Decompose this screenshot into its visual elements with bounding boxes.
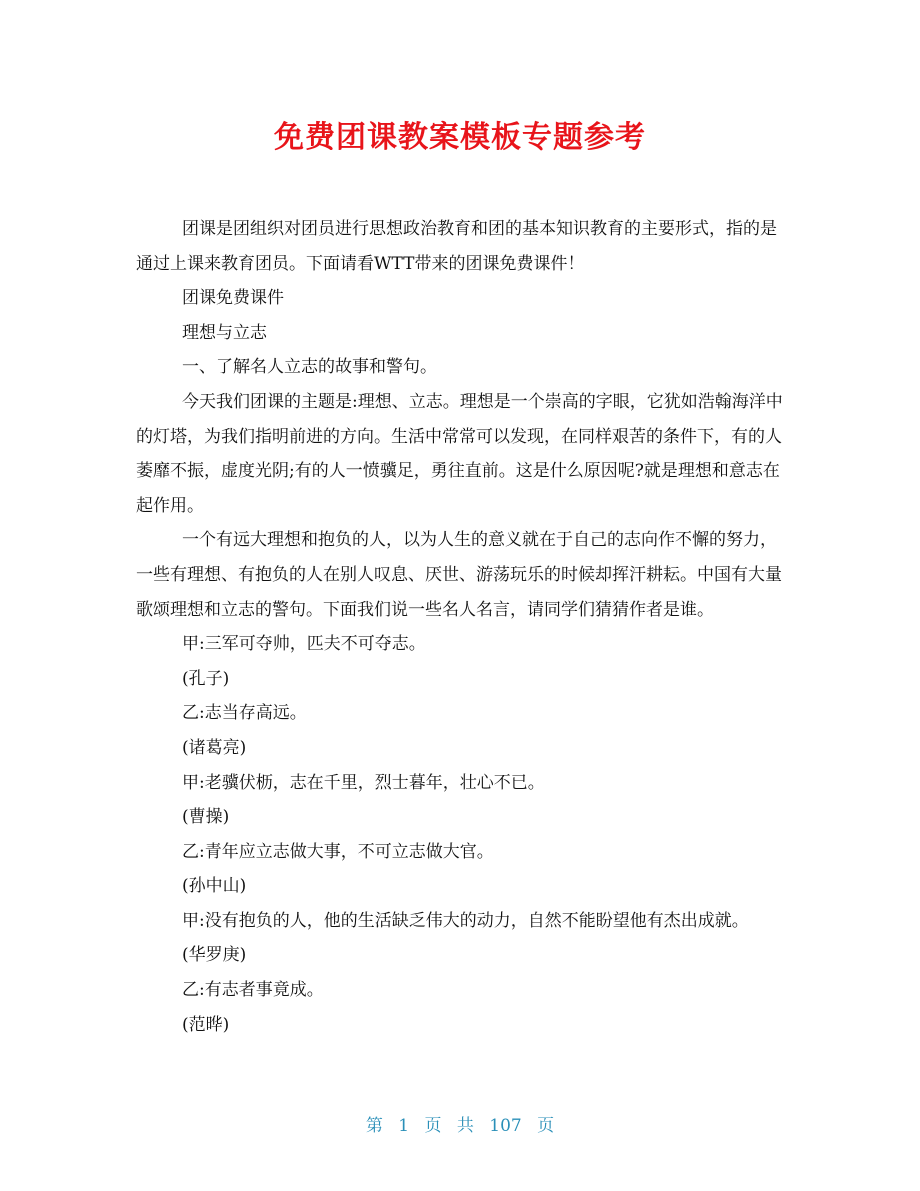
quote-author: (范晔) [182, 1014, 230, 1035]
paragraph-subtitle: 团课免费课件 [182, 288, 284, 309]
paragraph-intro: 团课是团组织对团员进行思想政治教育和团的基本知识教育的主要形式，指的是通过上课来教育团员。下面请看WTT带来的团课免费课件！ [136, 219, 777, 274]
footer-total-number: 107 [489, 1116, 522, 1136]
quote-line: 甲:老骥伏枥，志在千里，烈士暮年，壮心不已。 [182, 772, 545, 793]
document-body [136, 212, 784, 1042]
paragraph-theme: 今天我们团课的主题是:理想、立志。理想是一个崇高的字眼，它犹如浩翰海洋中的灯塔，为我们指明前进的方向。生活中常常可以发现，在同样艰苦的条件下，有的人萎靡不振，虚度光阴;有的人一愤骥足，勇往直前。这是什么原因呢?就是理想和意志在起作用。 [136, 391, 783, 516]
quote-line: 乙:有志者事竟成。 [182, 980, 324, 1001]
document-title: 免费团课教案模板专题参考 [274, 120, 646, 155]
quote-line: 甲:没有抱负的人，他的生活缺乏伟大的动力，自然不能盼望他有杰出成就。 [182, 910, 749, 931]
quote-author: (孔子) [182, 668, 230, 689]
footer-total-end: 页 [537, 1116, 555, 1136]
quote-line: 甲:三军可夺帅，匹夫不可夺志。 [182, 634, 426, 655]
page-footer [0, 1113, 920, 1139]
footer-total-label: 共 [456, 1116, 474, 1136]
quote-author: (孙中山) [182, 876, 247, 897]
paragraph-ambition: 一个有远大理想和抱负的人，以为人生的意义就在于自己的志向作不懈的努力，一些有理想、有抱负的人在别人叹息、厌世、游荡玩乐的时候却挥汗耕耘。中国有大量歌颂理想和立志的警句。下面我们说一些名人名言，请同学们猜猜作者是谁。 [136, 530, 782, 620]
quote-line: 乙:青年应立志做大事，不可立志做大官。 [182, 841, 494, 862]
paragraph-section-heading: 一、了解名人立志的故事和警句。 [182, 357, 437, 378]
quote-author: (曹操) [182, 807, 230, 828]
paragraph-topic: 理想与立志 [182, 322, 267, 343]
quote-author: (华罗庚) [182, 945, 247, 966]
footer-page-label: 第 [365, 1116, 383, 1136]
quote-author: (诸葛亮) [182, 737, 247, 758]
footer-page-number: 1 [398, 1116, 410, 1136]
quote-line: 乙:志当存高远。 [182, 703, 307, 724]
footer-page-mid: 页 [424, 1116, 442, 1136]
